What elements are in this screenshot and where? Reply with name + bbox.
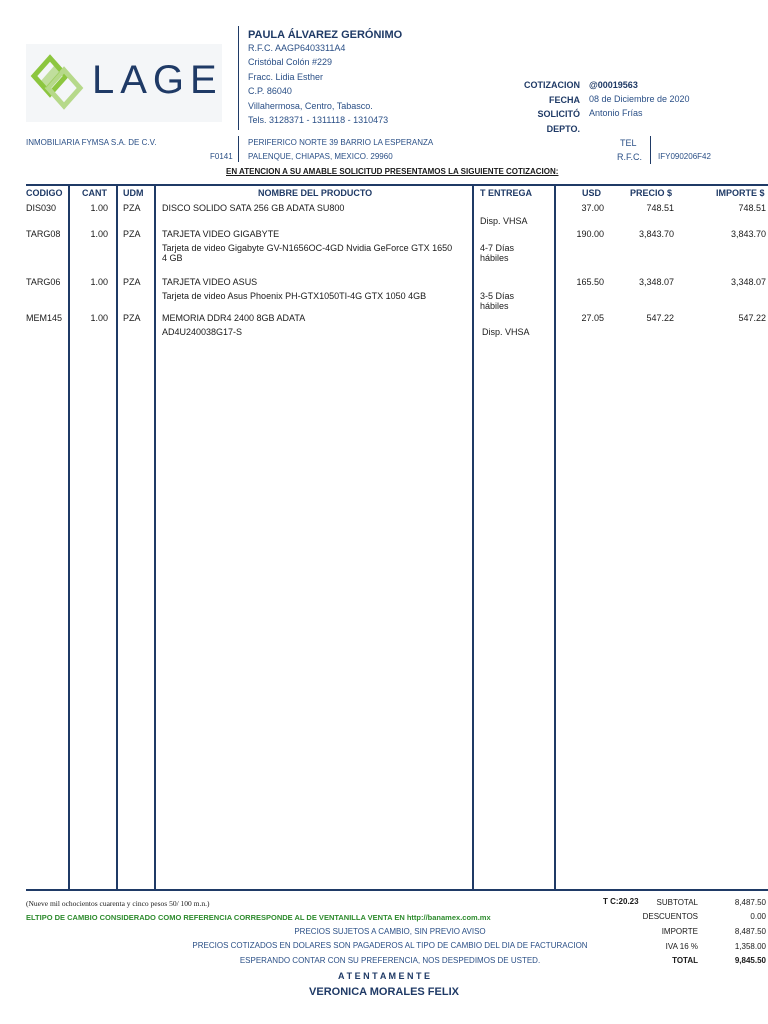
products-table bbox=[26, 184, 768, 892]
cell-codigo: DIS030 bbox=[26, 203, 57, 213]
cell-usd: 165.50 bbox=[576, 277, 604, 287]
exchange-rate: T C:20.23 bbox=[603, 897, 639, 906]
cell-cant: 1.00 bbox=[90, 203, 108, 213]
cell-nombre: TARJETA VIDEO GIGABYTE bbox=[162, 229, 280, 239]
tel-label: TEL bbox=[620, 138, 637, 148]
signer-name: VERONICA MORALES FELIX bbox=[309, 986, 459, 998]
descuentos-label: DESCUENTOS bbox=[642, 912, 698, 921]
header-udm: UDM bbox=[123, 188, 144, 198]
table-top-border bbox=[26, 184, 768, 186]
header-importe: IMPORTE $ bbox=[716, 188, 765, 198]
company-cp: C.P. 86040 bbox=[248, 86, 292, 96]
cell-detalle: AD4U240038G17-S bbox=[162, 327, 243, 337]
fecha-label: FECHA bbox=[549, 95, 580, 105]
subtotal-label: SUBTOTAL bbox=[656, 898, 698, 907]
col-sep bbox=[116, 184, 118, 890]
logo-mark-icon bbox=[34, 58, 80, 106]
cell-cant: 1.00 bbox=[90, 313, 108, 323]
cotizacion-label: COTIZACION bbox=[524, 80, 580, 90]
cell-cant: 1.00 bbox=[90, 229, 108, 239]
cell-entrega: Disp. VHSA bbox=[480, 216, 528, 226]
importe-value: 8,487.50 bbox=[734, 927, 766, 936]
cell-cant: 1.00 bbox=[90, 277, 108, 287]
company-rfc: R.F.C. AAGP6403311A4 bbox=[248, 43, 346, 53]
cell-precio: 3,843.70 bbox=[638, 229, 674, 239]
cell-udm: PZA bbox=[123, 203, 141, 213]
atentamente: A T E N T A M E N T E bbox=[338, 971, 430, 981]
company-logo bbox=[26, 44, 222, 122]
header-precio: PRECIO $ bbox=[630, 188, 673, 198]
client-divider bbox=[238, 136, 239, 162]
header-entrega: T ENTREGA bbox=[480, 188, 533, 198]
cell-precio: 3,348.07 bbox=[638, 277, 674, 287]
col-sep bbox=[554, 184, 556, 890]
cotizacion-value: @00019563 bbox=[589, 80, 638, 90]
solicito-label: SOLICITÓ bbox=[537, 109, 580, 119]
header-divider bbox=[238, 26, 239, 130]
cell-nombre: MEMORIA DDR4 2400 8GB ADATA bbox=[162, 313, 306, 323]
cell-importe: 748.51 bbox=[738, 203, 766, 213]
total-value: 9,845.50 bbox=[734, 956, 766, 965]
cell-nombre: DISCO SOLIDO SATA 256 GB ADATA SU800 bbox=[162, 203, 345, 213]
cell-udm: PZA bbox=[123, 277, 141, 287]
cell-usd: 190.00 bbox=[576, 229, 604, 239]
client-name: INMOBILIARIA FYMSA S.A. DE C.V. bbox=[26, 138, 157, 147]
cell-entrega: Disp. VHSA bbox=[482, 327, 530, 337]
col-sep bbox=[68, 184, 70, 890]
company-name: PAULA ÁLVAREZ GERÓNIMO bbox=[248, 29, 403, 41]
solicito-value: Antonio Frías bbox=[589, 108, 643, 118]
subtotal-value: 8,487.50 bbox=[734, 898, 766, 907]
cell-codigo: MEM145 bbox=[26, 313, 63, 323]
company-colonia: Fracc. Lidia Esther bbox=[248, 72, 324, 82]
fecha-value: 08 de Diciembre de 2020 bbox=[589, 94, 690, 104]
note-farewell: ESPERANDO CONTAR CON SU PREFERENCIA, NOS DESPEDIMOS DE USTED. bbox=[239, 956, 541, 965]
descuentos-value: 0.00 bbox=[750, 912, 766, 921]
cell-precio: 547.22 bbox=[646, 313, 674, 323]
client-rfc: IFY090206F42 bbox=[658, 152, 711, 161]
header-usd: USD bbox=[582, 188, 602, 198]
note-usd-payment: PRECIOS COTIZADOS EN DOLARES SON PAGADEROS AL TIPO DE CAMBIO DEL DIA DE FACTURACION bbox=[192, 941, 588, 950]
rfc-label: R.F.C. bbox=[617, 152, 643, 162]
iva-label: IVA 16 % bbox=[665, 942, 698, 951]
company-street: Cristóbal Colón #229 bbox=[248, 57, 333, 67]
table-bottom-border bbox=[26, 889, 768, 891]
cell-usd: 27.05 bbox=[581, 313, 604, 323]
col-sep bbox=[472, 184, 474, 890]
cell-codigo: TARG08 bbox=[26, 229, 61, 239]
header-cant: CANT bbox=[82, 188, 107, 198]
company-city: Villahermosa, Centro, Tabasco. bbox=[248, 101, 373, 111]
amount-in-words: (Nueve mil ochocientos cuarenta y cinco pesos 50/ 100 m.n.) bbox=[26, 899, 210, 908]
client-code: F0141 bbox=[210, 152, 233, 161]
depto-label: DEPTO. bbox=[546, 124, 580, 134]
cell-importe: 3,843.70 bbox=[730, 229, 766, 239]
header-nombre: NOMBRE DEL PRODUCTO bbox=[258, 188, 373, 198]
cell-detalle: Tarjeta de video Gigabyte GV-N1656OC-4GD Nvidia GeForce GTX 1650 4 GB bbox=[162, 243, 453, 263]
total-label: TOTAL bbox=[672, 956, 698, 965]
iva-value: 1,358.00 bbox=[734, 942, 766, 951]
cell-udm: PZA bbox=[123, 313, 141, 323]
cell-importe: 3,348.07 bbox=[730, 277, 766, 287]
client-address2: PALENQUE, CHIAPAS, MEXICO. 29960 bbox=[248, 152, 393, 161]
cell-detalle: Tarjeta de video Asus Phoenix PH-GTX1050TI-4G GTX 1050 4GB bbox=[162, 291, 427, 301]
cell-entrega: 3-5 Días hábiles bbox=[480, 291, 515, 311]
col-sep bbox=[154, 184, 156, 890]
header-codigo: CODIGO bbox=[26, 188, 63, 198]
note-prices-change: PRECIOS SUJETOS A CAMBIO, SIN PREVIO AVISO bbox=[294, 927, 486, 936]
cell-nombre: TARJETA VIDEO ASUS bbox=[162, 277, 258, 287]
cell-entrega: 4-7 Días hábiles bbox=[480, 243, 515, 263]
cell-importe: 547.22 bbox=[738, 313, 766, 323]
exchange-note: ELTIPO DE CAMBIO CONSIDERADO COMO REFERENCIA CORRESPONDE AL DE VENTANILLA VENTA EN http://banamex.com.mx bbox=[26, 913, 491, 922]
cell-precio: 748.51 bbox=[646, 203, 674, 213]
intro-text: EN ATENCION A SU AMABLE SOLICITUD PRESENTAMOS LA SIGUIENTE COTIZACION: bbox=[226, 167, 559, 176]
cell-codigo: TARG06 bbox=[26, 277, 61, 287]
tel-divider bbox=[650, 136, 651, 164]
client-address1: PERIFERICO NORTE 39 BARRIO LA ESPERANZA bbox=[248, 138, 434, 147]
importe-label: IMPORTE bbox=[661, 927, 698, 936]
company-phones: Tels. 3128371 - 1311118 - 1310473 bbox=[248, 115, 389, 125]
logo-text: LAGE bbox=[92, 58, 223, 102]
cell-udm: PZA bbox=[123, 229, 141, 239]
cell-usd: 37.00 bbox=[581, 203, 604, 213]
